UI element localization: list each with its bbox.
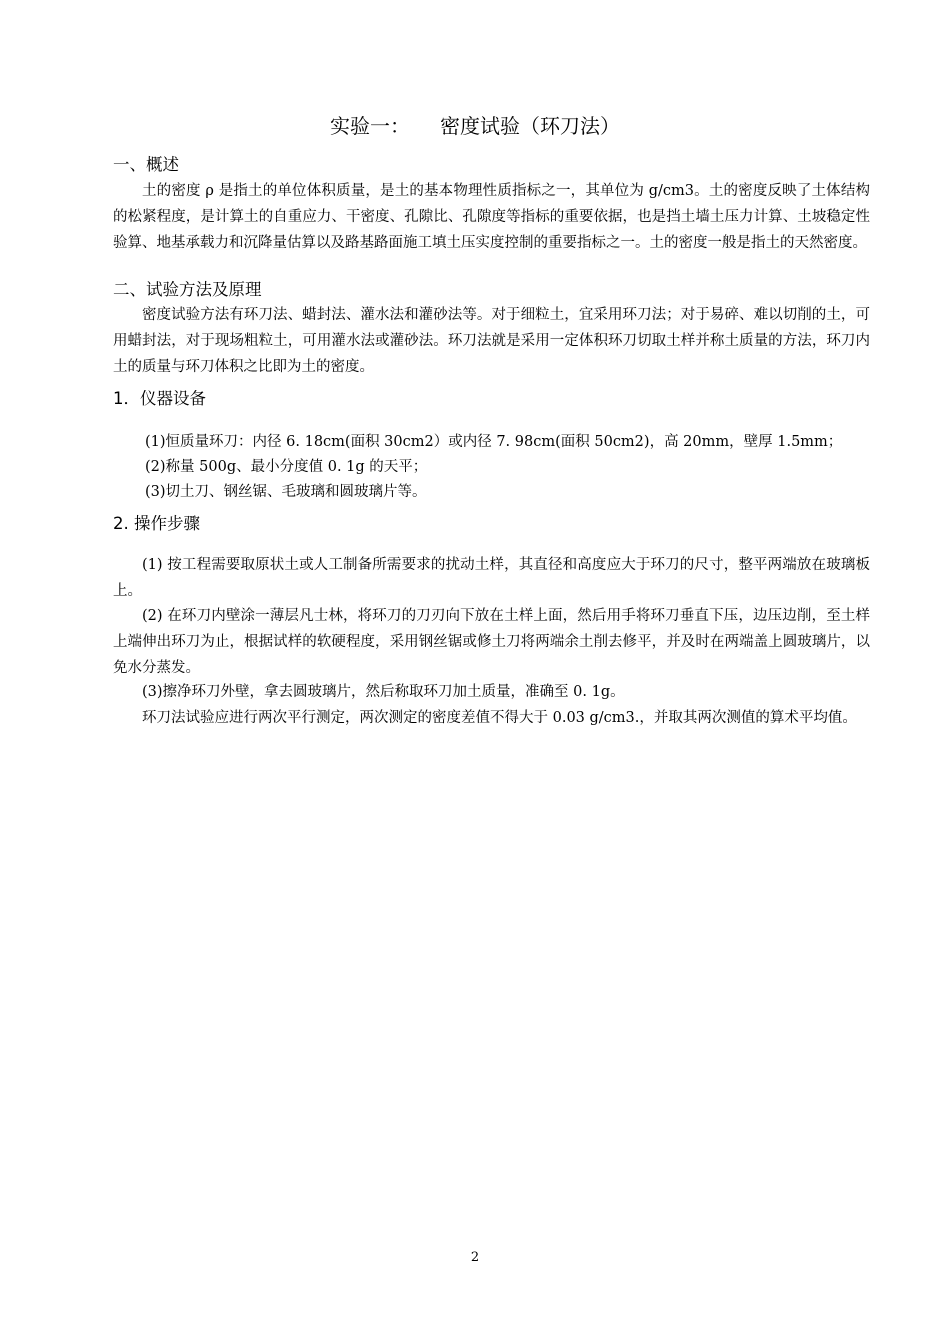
procedure-step-text: (3)擦净环刀外壁，拿去圆玻璃片，然后称取环刀加土质量，准确至 0. 1g。 bbox=[142, 684, 625, 700]
method-paragraph bbox=[113, 302, 870, 380]
overview-paragraph bbox=[113, 178, 870, 256]
equipment-item: (2)称量 500g、最小分度值 0. 1g 的天平； bbox=[145, 459, 428, 475]
procedure-step bbox=[113, 603, 870, 681]
section-heading-equipment: 1．仪器设备 bbox=[113, 389, 206, 408]
method-text: 密度试验方法有环刀法、蜡封法、灌水法和灌砂法等。对于细粒土，宜采用环刀法；对于易碎、难以切削的土，可用蜡封法，对于现场粗粒土，可用灌水法或灌砂法。环刀法就是采用一定体积环刀切取土样并称土质量的方法，环刀内土的质量与环刀体积之比即为土的密度。 bbox=[113, 307, 870, 375]
title-part-1: 实验一： bbox=[330, 114, 410, 138]
page-title bbox=[0, 113, 950, 139]
procedure-note bbox=[113, 705, 870, 731]
section-heading-overview: 一、概述 bbox=[113, 155, 179, 174]
procedure-step bbox=[113, 679, 870, 705]
section-heading-method: 二、试验方法及原理 bbox=[113, 280, 262, 299]
title-part-2: 密度试验（环刀法） bbox=[440, 114, 620, 138]
overview-text: 土的密度 ρ 是指土的单位体积质量，是土的基本物理性质指标之一，其单位为 g/cm3。土的密度反映了土体结构的松紧程度，是计算土的自重应力、干密度、孔隙比、孔隙度等指标的重要依据，也是挡土墙土压力计算、土坡稳定性验算、地基承载力和沉降量估算以及路基路面施工填土压实度控制的重要指标之一。土的密度一般是指土的天然密度。 bbox=[113, 183, 870, 251]
equipment-item: (3)切土刀、钢丝锯、毛玻璃和圆玻璃片等。 bbox=[145, 484, 427, 500]
procedure-step-text: (2) 在环刀内壁涂一薄层凡士林，将环刀的刀刃向下放在土样上面，然后用手将环刀垂直下压，边压边削，至土样上端伸出环刀为止，根据试样的软硬程度，采用钢丝锯或修土刀将两端余土削去修平，并及时在两端盖上圆玻璃片，以免水分蒸发。 bbox=[113, 608, 870, 676]
procedure-step-text: (1) 按工程需要取原状土或人工制备所需要求的扰动土样，其直径和高度应大于环刀的尺寸，整平两端放在玻璃板上。 bbox=[113, 557, 870, 599]
procedure-step bbox=[113, 552, 870, 604]
procedure-note-text: 环刀法试验应进行两次平行测定，两次测定的密度差值不得大于 0.03 g/cm3.，并取其两次测值的算术平均值。 bbox=[142, 710, 857, 726]
page-number: 2 bbox=[470, 1250, 480, 1265]
section-heading-procedure: 2. 操作步骤 bbox=[113, 514, 200, 533]
equipment-item: (1)恒质量环刀：内径 6. 18cm(面积 30cm2）或内径 7. 98cm(面积 50cm2)，高 20mm，壁厚 1.5mm； bbox=[145, 434, 843, 450]
